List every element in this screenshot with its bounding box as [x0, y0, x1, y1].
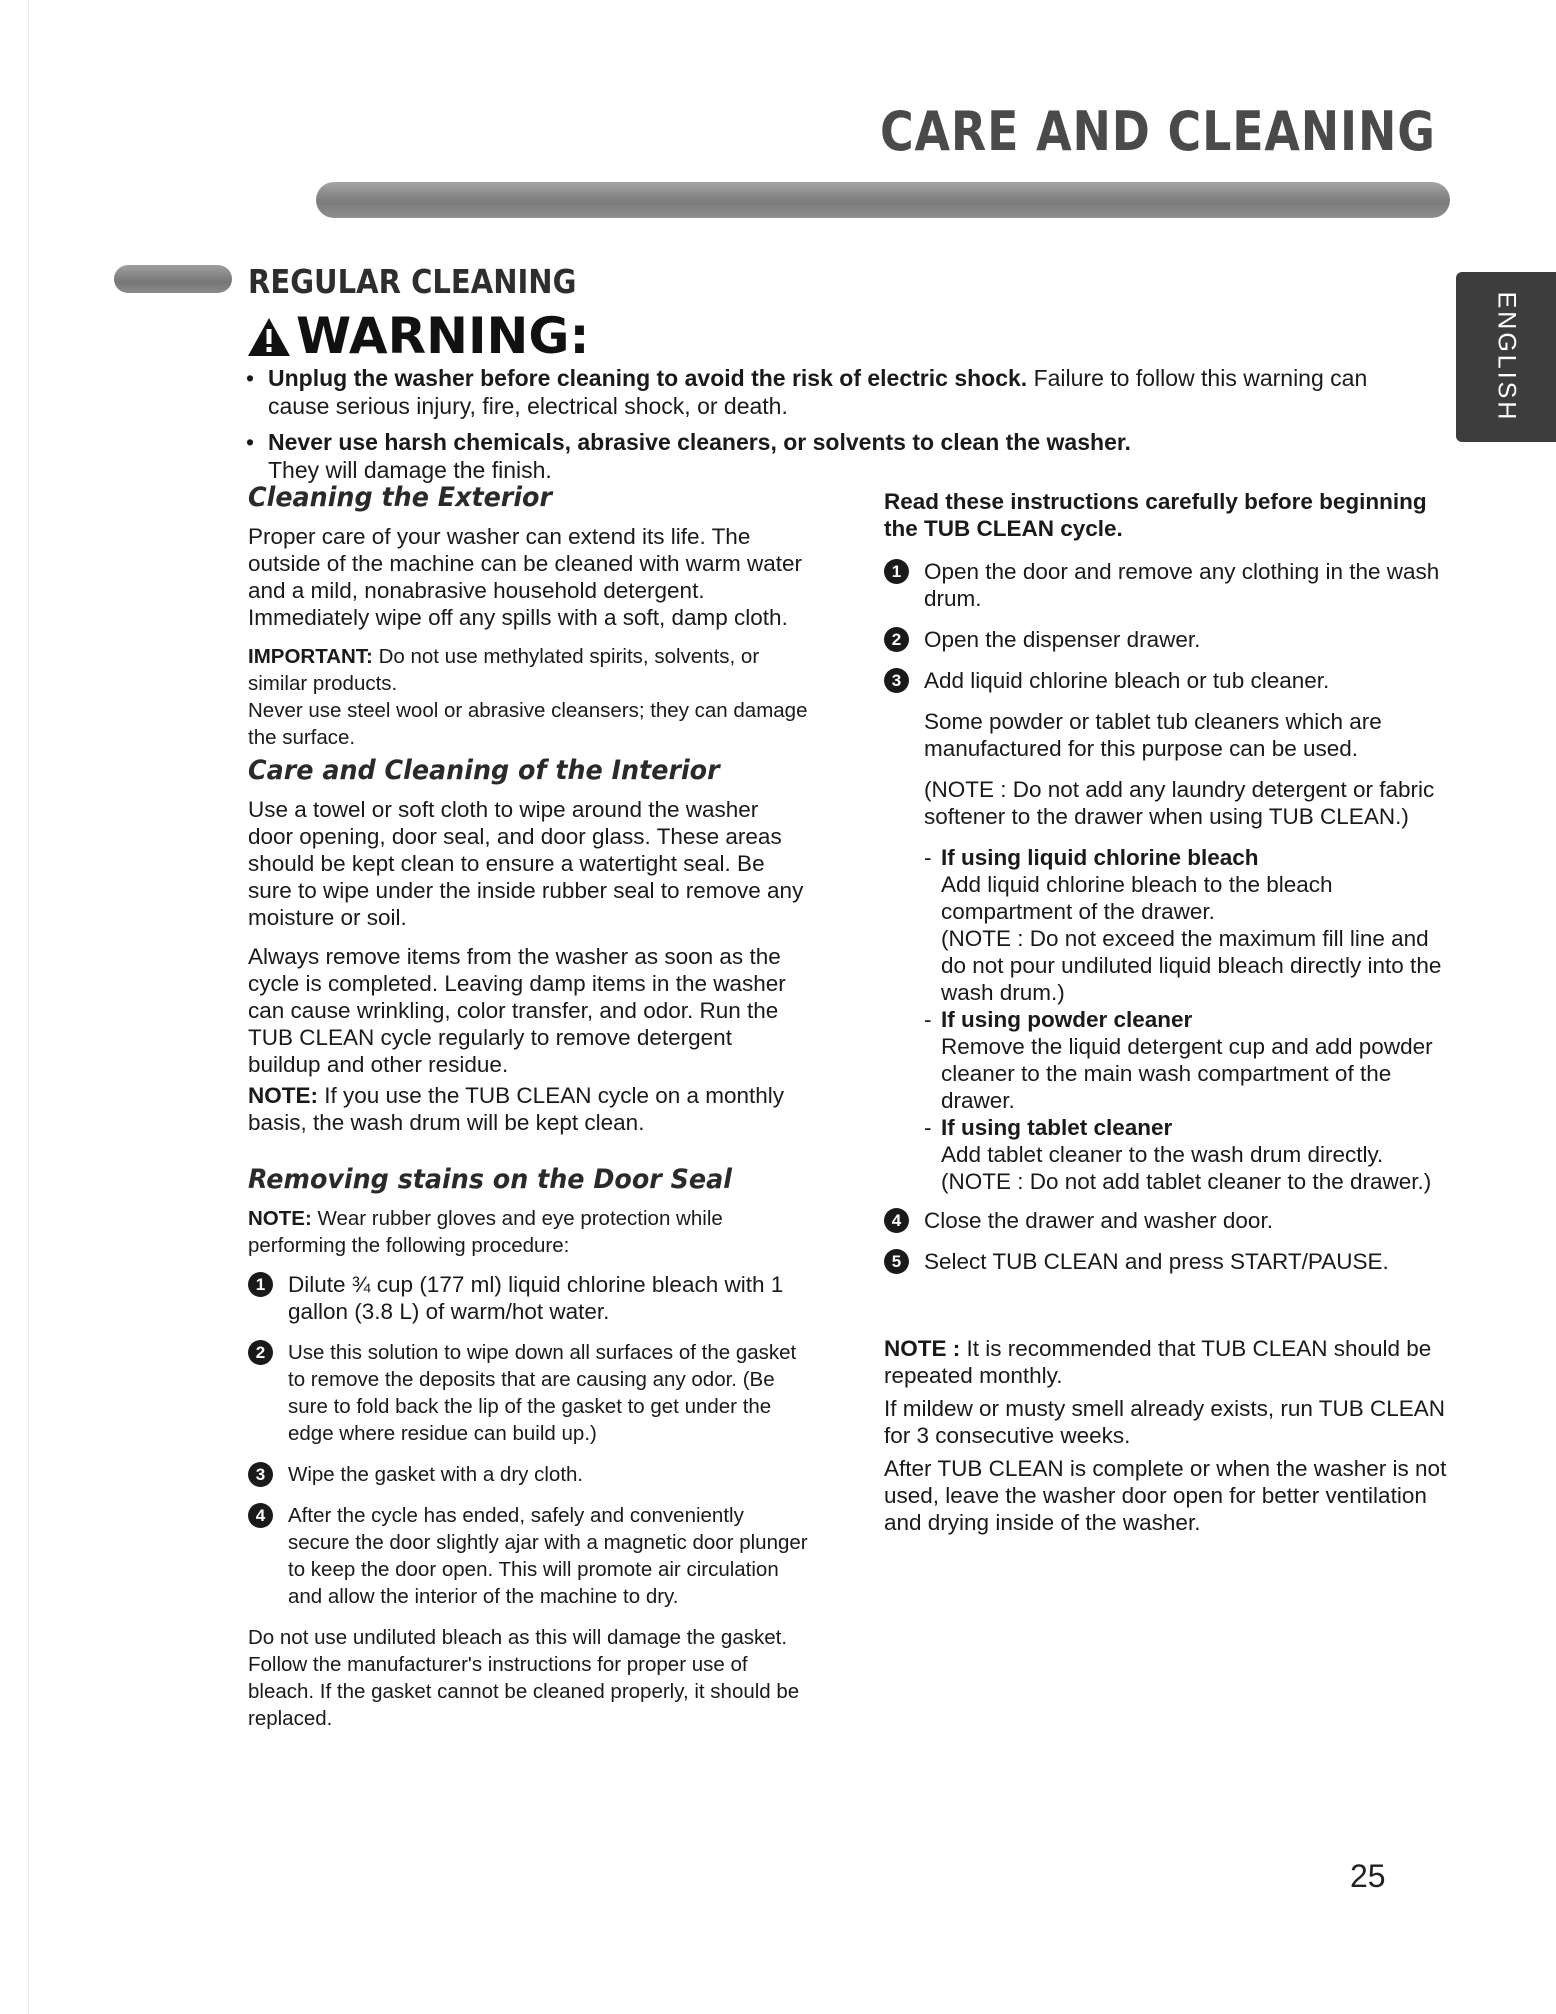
step-number-icon: 3: [248, 1462, 273, 1487]
left-column: [248, 484, 808, 1744]
important-text: Do not use methylated spirits, solvents, or similar products.: [248, 645, 760, 695]
step-number-icon: 1: [884, 559, 909, 584]
cleaner-option: - If using powder cleaner Remove the liquid detergent cup and add powder cleaner to the main wash compartment of the drawer.: [924, 1007, 1433, 1113]
step-number-icon: 3: [884, 668, 909, 693]
tub-clean-step-text: Add liquid chlorine bleach or tub cleaner.: [924, 668, 1330, 693]
warning-heading: [246, 306, 589, 366]
right-column: [884, 488, 1449, 1548]
step3-paragraph-2: (NOTE : Do not add any laundry detergent or fabric softener to the drawer when using TUB CLEAN.): [924, 777, 1435, 829]
interior-paragraph-2: Always remove items from the washer as soon as the cycle is completed. Leaving damp items in the washer can cause wrinkling, color transfer, and odor. Run the TUB CLEAN cycle regularly to remove detergent buildup and other residue.: [248, 944, 786, 1077]
warning-item-bold: Never use harsh chemicals, abrasive cleaners, or solvents to clean the washer.: [268, 429, 1131, 455]
cleaner-option: - If using tablet cleaner Add tablet cleaner to the wash drum directly. (NOTE : Do not add tablet cleaner to the drawer.): [924, 1115, 1432, 1194]
interior-note: [248, 1082, 808, 1136]
stain-step: [248, 1339, 808, 1447]
tub-clean-step-text: Close the drawer and washer door.: [924, 1208, 1273, 1233]
language-tab-label: ENGLISH: [1492, 291, 1521, 423]
cleaner-options: [884, 844, 1449, 1195]
tub-clean-note-text: It is recommended that TUB CLEAN should be repeated monthly.: [884, 1336, 1432, 1388]
interior-note-text: If you use the TUB CLEAN cycle on a monthly basis, the wash drum will be kept clean.: [248, 1083, 785, 1135]
warning-list: [246, 364, 1426, 492]
stains-heading: Removing stains on the Door Seal: [248, 1164, 732, 1195]
important-note: [248, 643, 808, 751]
warning-item-text: They will damage the finish.: [268, 457, 552, 483]
after-tub-clean-paragraph: After TUB CLEAN is complete or when the washer is not used, leave the washer door open for better ventilation and drying inside of the washer.: [884, 1456, 1447, 1535]
section-marker: [114, 265, 232, 293]
section-heading: REGULAR CLEANING: [248, 262, 577, 301]
cleaner-option: - If using liquid chlorine bleach Add liquid chlorine bleach to the bleach compartment of the drawer. (NOTE : Do not exceed the maximum fill line and do not pour undiluted liquid bleach directly into the wash drum.): [924, 845, 1442, 1005]
stain-step-text: Use this solution to wipe down all surfaces of the gasket to remove the deposits that are causing any odor. (Be sure to fold back the lip of the gasket to get under the edge where residue can build up.): [288, 1341, 797, 1445]
warning-item-bold: Unplug the washer before cleaning to avoid the risk of electric shock.: [268, 365, 1028, 391]
tub-clean-step: [884, 1207, 1449, 1234]
cleaner-option-text: Add liquid chlorine bleach to the bleach compartment of the drawer.: [941, 872, 1333, 924]
step-number-icon: 2: [884, 627, 909, 652]
tub-clean-step-text: Open the door and remove any clothing in the wash drum.: [924, 559, 1440, 611]
tub-clean-note-label: NOTE :: [884, 1336, 961, 1361]
tub-clean-note: [884, 1335, 1449, 1389]
cleaner-option-text: Remove the liquid detergent cup and add powder cleaner to the main wash compartment of the drawer.: [941, 1034, 1433, 1113]
cleaner-option-title: If using powder cleaner: [941, 1007, 1193, 1032]
warning-triangle-icon: [246, 316, 292, 358]
tub-clean-step: [884, 626, 1449, 653]
interior-paragraph-1: Use a towel or soft cloth to wipe around the washer door opening, door seal, and door glass. These areas should be kept clean to ensure a watertight seal. Be sure to wipe under the inside rubber seal to remove any moisture or soil.: [248, 797, 804, 930]
exterior-body: Proper care of your washer can extend its life. The outside of the machine can be cleaned with warm water and a mild, nonabrasive household detergent. Immediately wipe off any spills with a soft, damp cloth.: [248, 524, 803, 630]
warning-item: • Never use harsh chemicals, abrasive cleaners, or solvents to clean the washer. They will damage the finish.: [246, 429, 1131, 483]
stain-step: [248, 1271, 808, 1325]
important-label: IMPORTANT:: [248, 645, 373, 668]
interior-heading: Care and Cleaning of the Interior: [248, 755, 720, 786]
warning-item: • Unplug the washer before cleaning to avoid the risk of electric shock. Failure to follow this warning can cause serious injury, fire, electrical shock, or death.: [246, 365, 1368, 419]
page-title: CARE AND CLEANING: [880, 100, 1436, 163]
stain-step: [248, 1502, 808, 1610]
cleaner-option-title: If using tablet cleaner: [941, 1115, 1173, 1140]
title-divider-bar: [316, 182, 1450, 218]
cleaner-option-text: Add tablet cleaner to the wash drum directly.: [941, 1142, 1384, 1167]
tub-clean-step: [884, 667, 1449, 694]
step-number-icon: 2: [248, 1340, 273, 1365]
step-number-icon: 1: [248, 1272, 273, 1297]
stain-step-text: After the cycle has ended, safely and conveniently secure the door slightly ajar with a magnetic door plunger to keep the door open. This will promote air circulation and allow the interior of the machine to dry.: [288, 1504, 808, 1608]
mildew-paragraph: If mildew or musty smell already exists, run TUB CLEAN for 3 consecutive weeks.: [884, 1396, 1445, 1448]
stain-step-text: Wipe the gasket with a dry cloth.: [288, 1463, 584, 1486]
step-number-icon: 4: [884, 1208, 909, 1233]
warning-item-text: Failure to follow this warning can cause serious injury, fire, electrical shock, or death.: [268, 365, 1368, 419]
page-number: 25: [1350, 1858, 1386, 1894]
tub-clean-step: [884, 558, 1449, 612]
cleaner-option-title: If using liquid chlorine bleach: [941, 845, 1259, 870]
stains-note-label: NOTE:: [248, 1207, 312, 1230]
cleaner-option-note: (NOTE : Do not add tablet cleaner to the drawer.): [941, 1169, 1432, 1194]
step-number-icon: 5: [884, 1249, 909, 1274]
important-text-2: Never use steel wool or abrasive cleansers; they can damage the surface.: [248, 699, 808, 749]
tub-clean-step-text: Open the dispenser drawer.: [924, 627, 1201, 652]
tub-clean-step: [884, 1248, 1449, 1275]
exterior-heading: Cleaning the Exterior: [248, 482, 552, 513]
stains-closing: Do not use undiluted bleach as this will damage the gasket. Follow the manufacturer's instructions for proper use of bleach. If the gasket cannot be cleaned properly, it should be replaced.: [248, 1626, 800, 1730]
step-number-icon: 4: [248, 1503, 273, 1528]
page-edge: [28, 0, 29, 2014]
stains-note-text: Wear rubber gloves and eye protection while performing the following procedure:: [248, 1207, 723, 1257]
tub-clean-intro: Read these instructions carefully before beginning the TUB CLEAN cycle.: [884, 489, 1427, 541]
tub-clean-step-text: Select TUB CLEAN and press START/PAUSE.: [924, 1249, 1389, 1274]
interior-note-label: NOTE:: [248, 1083, 318, 1108]
warning-label: WARNING:: [296, 307, 590, 365]
stain-step-text: Dilute ¾ cup (177 ml) liquid chlorine bleach with 1 gallon (3.8 L) of warm/hot water.: [288, 1272, 784, 1324]
stain-step: [248, 1461, 808, 1488]
language-tab: [1456, 272, 1556, 442]
cleaner-option-note: (NOTE : Do not exceed the maximum fill line and do not pour undiluted liquid bleach directly into the wash drum.): [941, 926, 1442, 1005]
step3-paragraph-1: Some powder or tablet tub cleaners which are manufactured for this purpose can be used.: [924, 709, 1382, 761]
stains-note: [248, 1205, 808, 1259]
